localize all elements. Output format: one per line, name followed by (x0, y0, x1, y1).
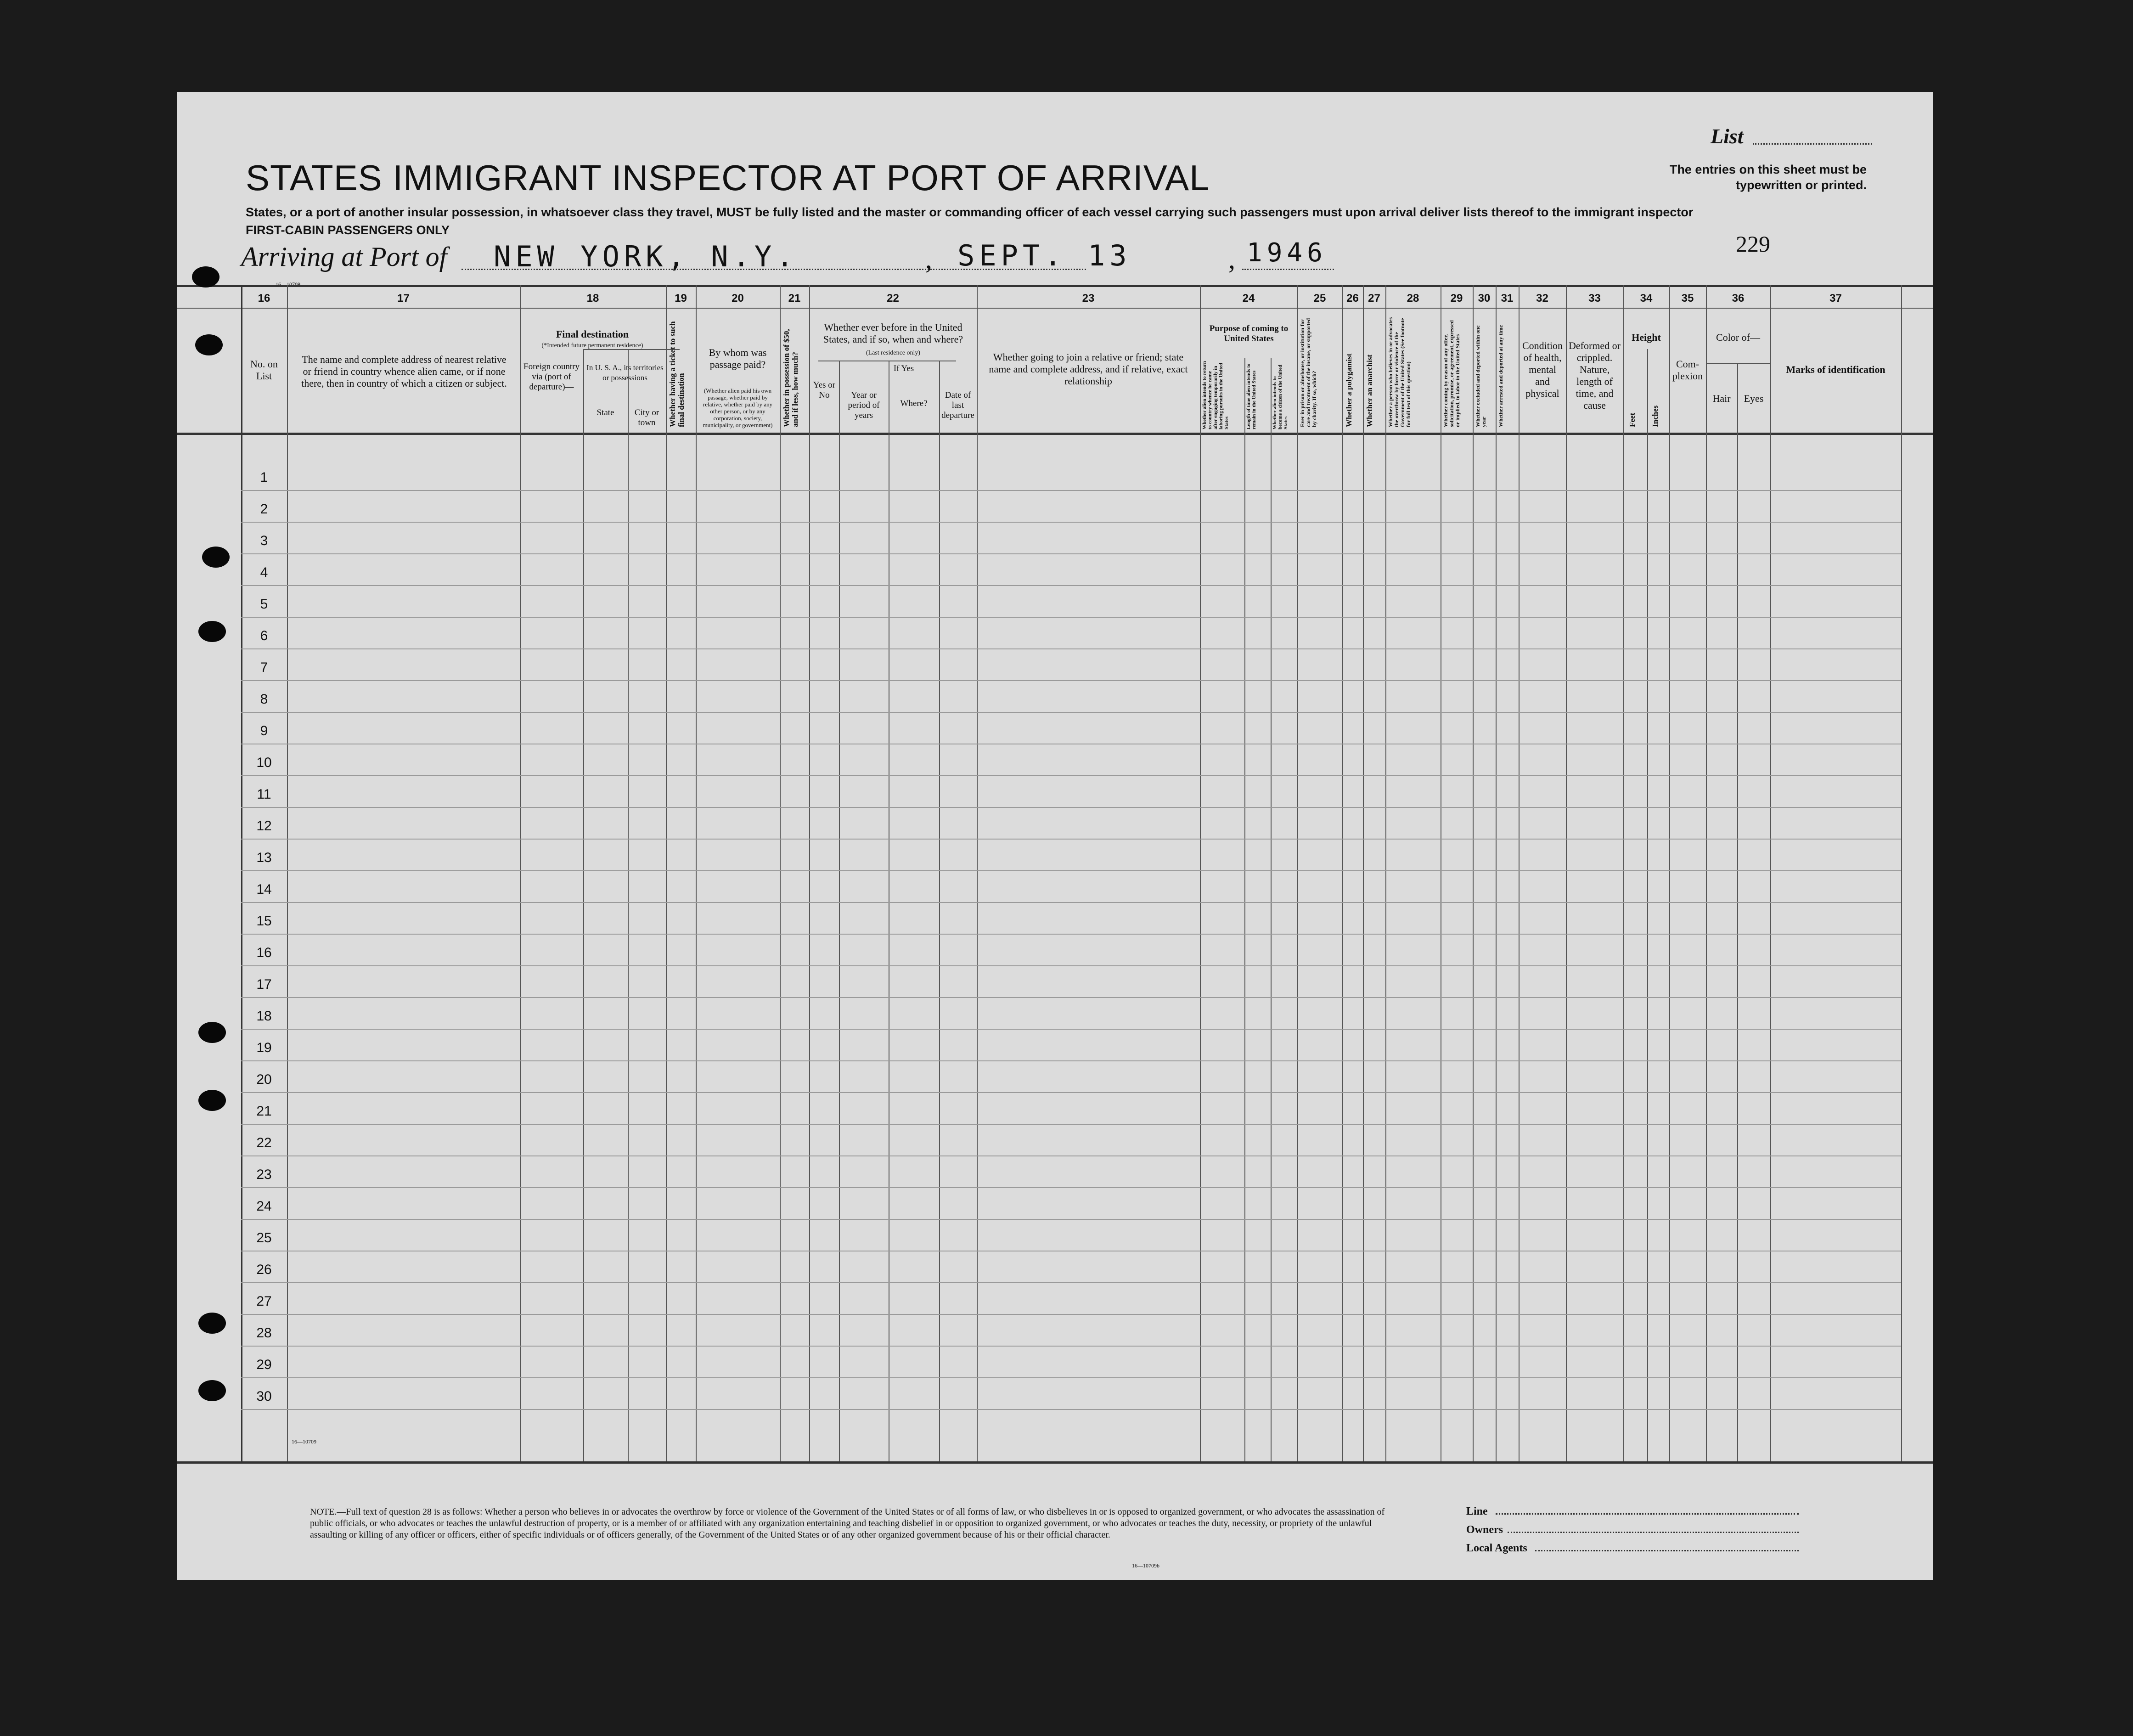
row-number: 16 (256, 945, 272, 960)
punch-hole (198, 1313, 226, 1334)
row-number: 28 (256, 1325, 272, 1341)
colnum-17: 17 (397, 292, 410, 304)
year-value: 1946 (1247, 238, 1327, 268)
colnum-31: 31 (1501, 292, 1514, 304)
colnum-22: 22 (887, 292, 899, 304)
col-line (1473, 285, 1474, 1461)
row-number: 24 (256, 1199, 272, 1214)
col-line (1200, 285, 1201, 1461)
row-number: 13 (256, 850, 272, 865)
c20-note: (Whether alien paid his own passage, whether paid by relative, whether paid by any other person, or by any corporation, society, municipality, or government) (703, 387, 773, 428)
colnum-25: 25 (1313, 292, 1326, 304)
row-rule (241, 902, 1901, 903)
row-rule (241, 1346, 1901, 1347)
row-number: 26 (256, 1262, 272, 1277)
punch-hole (192, 266, 219, 287)
line-underline (1496, 1513, 1799, 1515)
row-rule (241, 490, 1901, 491)
row-rule (241, 1219, 1901, 1220)
c36-header: Color of— (1716, 332, 1760, 343)
row-number: 5 (260, 597, 268, 612)
owners-underline (1508, 1532, 1799, 1533)
year-underline (1242, 269, 1334, 270)
arriving-label: Arriving at Port of (241, 242, 447, 272)
row-rule (241, 965, 1901, 966)
col-line (666, 285, 667, 1461)
colnum-18: 18 (586, 292, 599, 304)
c18-foreign: Foreign country via (port of departure)— (523, 362, 580, 392)
row-number: 22 (256, 1135, 272, 1150)
c36-eyes: Eyes (1744, 393, 1764, 404)
punch-hole (195, 334, 223, 355)
colnum-36: 36 (1732, 292, 1745, 304)
entries-note: The entries on this sheet must be typewritten or printed. (1669, 163, 1867, 192)
row-number: 25 (256, 1230, 272, 1246)
row-rule (241, 1124, 1901, 1125)
comma-2: , (1228, 244, 1235, 274)
c36-hair: Hair (1712, 393, 1731, 404)
row-number: 23 (256, 1167, 272, 1182)
colnum-16: 16 (258, 292, 270, 304)
c21-header: Whether in possession of $50, and if less, how much? (782, 329, 799, 427)
colnum-27: 27 (1368, 292, 1380, 304)
c22-where: Where? (900, 399, 928, 408)
c18-state: State (597, 408, 614, 417)
colnum-37: 37 (1829, 292, 1842, 304)
c29-header: Whether coming by reason of any offer, solicitation, promise, or agreement, expressed or implied, to labor in the United States (1442, 320, 1461, 427)
punch-hole (198, 1022, 226, 1043)
form-code-top: 16—10709 (276, 281, 300, 287)
col-line (1737, 363, 1738, 1461)
punch-hole (198, 621, 226, 642)
row-number: 30 (256, 1389, 272, 1404)
c26-header: Whether a polygamist (1345, 353, 1353, 427)
col-line (696, 285, 697, 1461)
row-rule (241, 839, 1901, 840)
c25-header: Ever in prison or almshouse, or institution for care and treatment of the insane, or supported by charity. If so, which? (1299, 318, 1317, 427)
col-line (939, 361, 940, 1461)
row-number: 1 (260, 470, 268, 485)
col-line (1901, 285, 1902, 1461)
row-number: 18 (256, 1009, 272, 1024)
col-line (1669, 285, 1670, 1461)
row-number: 9 (260, 723, 268, 738)
col-line (628, 349, 629, 1461)
c22-header: Whether ever before in the United States, and if so, when and where? (823, 321, 963, 345)
c17-header: The name and complete address of nearest relative or friend in country whence alien came, or if none there, then in country of which a citizen or subject. (301, 354, 507, 389)
col-line (583, 349, 584, 1461)
row-rule (241, 585, 1901, 586)
col-line (1623, 285, 1624, 1461)
colnum-19: 19 (675, 292, 687, 304)
colnum-21: 21 (788, 292, 801, 304)
row-number: 17 (256, 977, 272, 992)
row-number: 11 (257, 787, 271, 802)
c34-feet: Feet (1628, 412, 1637, 427)
form-code-bottom-left: 16—10709 (292, 1438, 316, 1445)
row-rule (241, 1187, 1901, 1188)
row-rule (241, 870, 1901, 871)
c24b-header: Length of time alien intends to remain in the United States (1246, 363, 1257, 429)
row-number: 2 (260, 502, 268, 517)
row-rule (241, 807, 1901, 808)
colnum-35: 35 (1681, 292, 1694, 304)
row-number: 4 (260, 565, 268, 580)
col-line (1363, 285, 1364, 1461)
c24c-header: Whether alien intends to become a citizen of the United States (1272, 365, 1289, 429)
c22-note: (Last residence only) (866, 349, 921, 356)
col-line (1519, 285, 1520, 1461)
row-rule (241, 775, 1901, 776)
footnote-q28: NOTE.—Full text of question 28 is as follows: Whether a person who believes in or advocates the overthrow by force or violence of the Government of the United States or of all forms of law, or who disbelieves in or is opposed to organized government, or who advocates the assassination of public officials, or who advocates or teaches the unlawful destruction of property, or is a member of or affiliated with any organization entertaining and teaching disbelief in or opposition to organized government, or who advocates or teaches the duty, necessity, or propriety of the unlawful assaulting or killing of any officer or officers, either of specific individuals or of officers generally, of the Government of the United States or of any other organized government because of his or their official character. (310, 1507, 1385, 1540)
colnum-29: 29 (1450, 292, 1463, 304)
c30-header: Whether excluded and deported within one year (1475, 325, 1487, 427)
row-rule (241, 617, 1901, 618)
punch-hole (202, 547, 230, 568)
col-line (520, 285, 521, 1461)
port-value: NEW YORK, N.Y. (494, 240, 798, 273)
col-line (1706, 285, 1707, 1461)
row-number: 21 (256, 1104, 272, 1119)
row-number: 10 (256, 755, 272, 770)
c24-header: Purpose of coming to United States (1209, 324, 1289, 344)
row-rule (241, 1029, 1901, 1030)
col-line (1271, 358, 1272, 1461)
row-rule (241, 680, 1901, 681)
stamp-number: 229 (1736, 231, 1770, 257)
colnum-32: 32 (1536, 292, 1548, 304)
col-line (1496, 285, 1497, 1461)
c28-header: Whether a person who believes in or advocates the overthrow by force or violence of the Government of the United States (See footnote for full text of this question) (1387, 317, 1412, 427)
row-rule (241, 1377, 1901, 1378)
row-number: 19 (256, 1040, 272, 1055)
col-line (1297, 285, 1298, 1461)
col-line (1566, 285, 1567, 1461)
row-number: 7 (260, 660, 268, 675)
col-line (780, 285, 781, 1461)
c24a-header: Whether alien intends to return to country whence he came after engaging temporarily in laboring pursuits in the United States (1202, 361, 1229, 429)
class-line: FIRST-CABIN PASSENGERS ONLY (246, 223, 450, 237)
row-number: 27 (256, 1294, 272, 1309)
c34-inches: Inches (1651, 405, 1660, 427)
c18-city: City or town (634, 408, 659, 428)
punch-hole (198, 1380, 226, 1401)
list-label: List (1711, 124, 1744, 148)
colnum-30: 30 (1478, 292, 1491, 304)
c20-header: By whom was passage paid? (709, 347, 767, 370)
c18-note: (*Intended future permanent residence) (541, 342, 643, 349)
c37-header: Marks of identification (1786, 364, 1885, 375)
col-line (1342, 285, 1343, 1461)
row-rule (241, 553, 1901, 554)
c33-header: Deformed or crippled. Nature, length of time, and cause (1568, 340, 1621, 411)
col-line (287, 285, 288, 1461)
row-number: 3 (260, 533, 268, 548)
row-number: 14 (256, 882, 272, 897)
colnum-24: 24 (1242, 292, 1255, 304)
date-value: SEPT. 13 (957, 239, 1131, 272)
c36-sub-line (1706, 363, 1770, 364)
c31-header: Whether arrested and deported at any time (1497, 325, 1504, 427)
line-label: Line (1466, 1505, 1488, 1517)
comma-1: , (925, 244, 932, 274)
colnum-34: 34 (1640, 292, 1653, 304)
table-bottom-line (177, 1461, 1933, 1464)
agents-underline (1535, 1550, 1799, 1551)
c34-header: Height (1632, 332, 1661, 343)
list-number-line (1753, 143, 1872, 145)
row-number: 15 (256, 913, 272, 929)
colnum-23: 23 (1082, 292, 1095, 304)
colnum-20: 20 (732, 292, 744, 304)
c23-header: Whether going to join a relative or friend; state name and complete address, and if relative, exact relationship (989, 351, 1188, 387)
row-number: 20 (256, 1072, 272, 1087)
col-line (839, 361, 840, 1461)
c18-header: Final destination (556, 328, 629, 340)
manifest-sheet (177, 92, 1933, 1580)
c16-header: No. on List (250, 358, 278, 382)
row-rule (241, 1060, 1901, 1061)
col-line (977, 285, 978, 1461)
row-number: 6 (260, 628, 268, 643)
row-rule (241, 1409, 1901, 1410)
colnum-28: 28 (1407, 292, 1419, 304)
row-number: 8 (260, 692, 268, 707)
row-rule (241, 522, 1901, 523)
punch-hole (198, 1090, 226, 1111)
local-agents-label: Local Agents (1466, 1542, 1527, 1554)
c22-ifyes: If Yes— (893, 364, 923, 373)
c32-header: Condition of health, mental and physical (1522, 340, 1563, 399)
col-line (1647, 349, 1648, 1461)
colnum-33: 33 (1588, 292, 1601, 304)
page-subtitle: States, or a port of another insular possession, in whatsoever class they travel, MUST be fully listed and the master or commanding officer of each vessel carrying such passengers must upon arrival deliver lists thereof to the immigrant inspector (246, 205, 1694, 219)
col-line (1385, 285, 1386, 1461)
row-number: 29 (256, 1357, 272, 1372)
c35-header: Com-plexion (1672, 358, 1703, 382)
row-rule (241, 712, 1901, 713)
row-rule (241, 1314, 1901, 1315)
row-rule (241, 1282, 1901, 1283)
c22-yesno: Yes or No (813, 380, 836, 400)
col-line (1244, 358, 1245, 1461)
row-rule (241, 648, 1901, 649)
row-rule (241, 1155, 1901, 1156)
owners-label: Owners (1466, 1524, 1503, 1536)
colnum-26: 26 (1346, 292, 1359, 304)
c22-year: Year or period of years (848, 390, 880, 420)
c18-usa: In U. S. A., its territories or possessions (586, 363, 664, 382)
form-code-bottom: 16—10709b (1132, 1562, 1159, 1569)
c19-header: Whether having a ticket to such final destination (668, 321, 686, 427)
row-rule (241, 1092, 1901, 1093)
row-rule (241, 934, 1901, 935)
col-line (809, 285, 810, 1461)
c27-header: Whether an anarchist (1365, 354, 1374, 427)
col-line (241, 285, 242, 1461)
col-line (1770, 285, 1771, 1461)
row-number: 12 (256, 818, 272, 834)
c22-date: Date of last departure (941, 390, 974, 420)
row-rule (241, 997, 1901, 998)
page-title: STATES IMMIGRANT INSPECTOR AT PORT OF ARRIVAL (246, 158, 1210, 198)
